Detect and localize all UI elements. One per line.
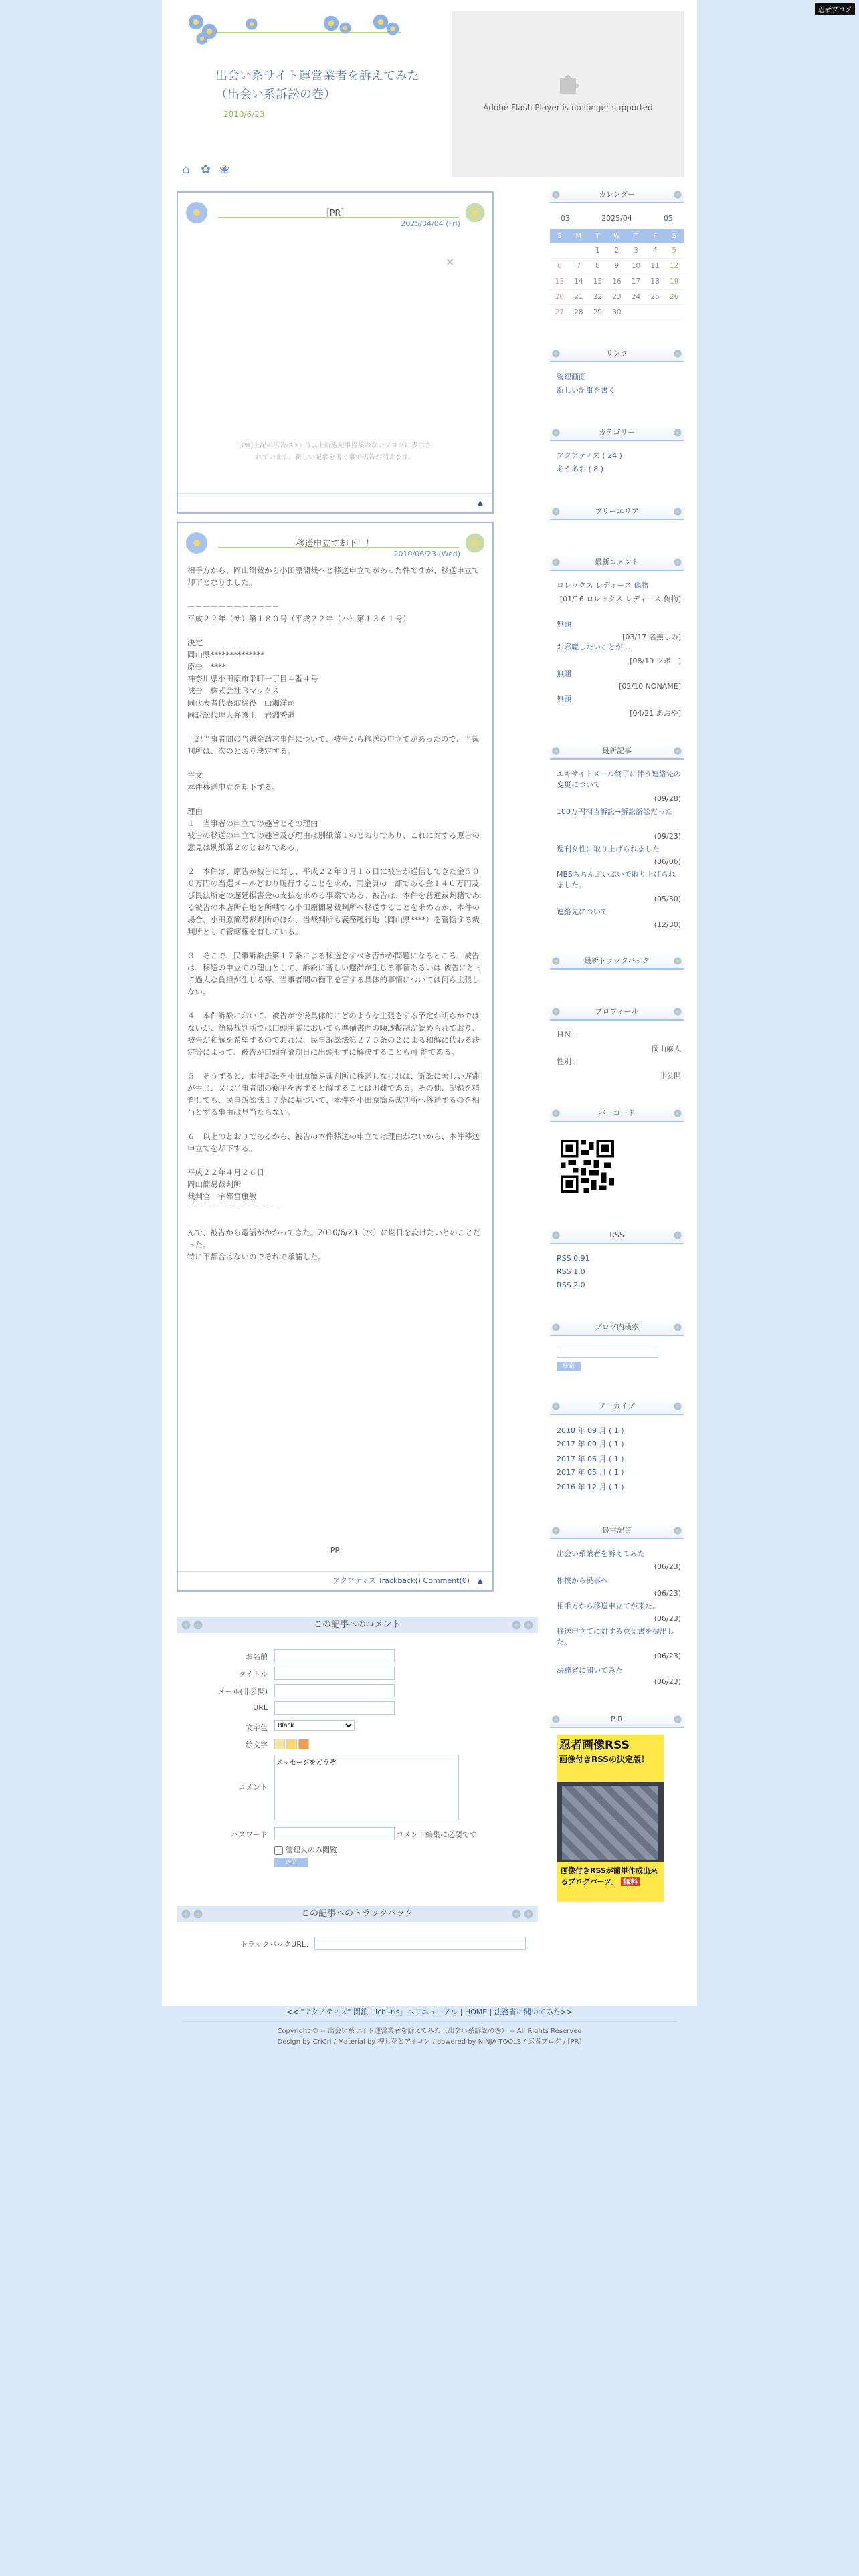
- password-field[interactable]: [274, 1827, 395, 1840]
- email-field-row: メール(非公開): [177, 1684, 538, 1697]
- calendar-day: 14: [569, 274, 589, 290]
- article-paragraph: [187, 1118, 483, 1130]
- calendar-day: 1: [588, 243, 607, 259]
- category-item[interactable]: あうあお ( 8 ): [557, 465, 604, 473]
- calendar-weekday: T: [588, 229, 607, 243]
- recent-post-item[interactable]: エキサイトメール終了に伴う連絡先の変更について: [557, 770, 681, 789]
- article-paragraph: [187, 1154, 483, 1166]
- page-top-arrow-icon[interactable]: ▲: [477, 498, 483, 507]
- archive-heading: アーカイブ: [550, 1399, 684, 1415]
- calendar-next[interactable]: 05: [664, 214, 673, 223]
- barcode-heading: バーコード: [550, 1106, 684, 1122]
- footer-nav[interactable]: << "アクアティズ" 閉鎖「ichi-ris」ヘリニューアル | HOME | 法務省に聞いてみた>>: [286, 2008, 573, 2016]
- calendar-heading: カレンダー: [550, 187, 684, 203]
- archive-item[interactable]: 2017 年 09 月 ( 1 ): [557, 1440, 624, 1448]
- article-paragraph: [187, 1058, 483, 1070]
- article-paragraph: 同訴訟代理人弁護士 岩淵秀道: [187, 710, 295, 720]
- recent-comments-heading: 最新コメント: [550, 555, 684, 571]
- calendar-weekday: T: [626, 229, 646, 243]
- article-paragraph: 被告の移送の申立ての趣旨及び理由は別紙第１のとおりであり、これに対する原告の意見は別紙第２のとおりである。: [187, 831, 480, 852]
- oldest-post-date: (06/23): [654, 1589, 681, 1598]
- article-paragraph: 原告 ****: [187, 662, 226, 671]
- calendar-day: 3: [626, 243, 646, 259]
- article-paragraph: －－－－－－－－－－－－: [187, 602, 280, 611]
- profile-heading: プロフィール: [550, 1004, 684, 1021]
- article-paragraph: ６ 以上のとおりであるから、被告の本件移送の申立ては理由がないから、本件移送申立てを却下する。: [187, 1132, 480, 1153]
- page-top-arrow-icon[interactable]: ▲: [477, 1576, 483, 1585]
- trackback-url-row: トラックバックURL：: [177, 1937, 538, 1950]
- ninja-blog-badge[interactable]: 忍者ブログ: [815, 3, 855, 15]
- calendar-day: 26: [664, 290, 684, 305]
- article-paragraph: 平成２２年（サ）第１８０号（平成２２年（ハ）第１３６１号）: [187, 614, 411, 623]
- recent-comment-meta: [01/16 ロレックス レディース 偽物]: [559, 595, 681, 603]
- recent-comment-item[interactable]: 無題: [557, 620, 571, 629]
- link-admin[interactable]: 管理画面: [557, 372, 586, 381]
- recent-post-item[interactable]: 週刊女性に取り上げられました: [557, 845, 660, 853]
- pr-note: [PR]上記の広告は3ヶ月以上新規記事投稿のないブログに表示さ れています。新しい記事を書く事で広告が消えます。: [239, 442, 432, 461]
- article-paragraph: ３ そこで、民事訴訟法第１７条による移送をすべき否かが問題になるところ、被告は、移送の申立ての理由として、訴訟に著しい遅滞が生じる事情あるいは 被告にとって過大な負担が生じる等、当事者間の衡平を害する具体的事情については何ら主張しない。: [187, 951, 482, 996]
- recent-post-item[interactable]: 連絡先について: [557, 907, 608, 916]
- site-header: [162, 0, 697, 187]
- calendar-weekday: F: [646, 229, 665, 243]
- close-icon[interactable]: ×: [446, 255, 455, 268]
- admin-only-checkbox[interactable]: [274, 1846, 283, 1855]
- profile-hn-value: 岡山麻人: [652, 1045, 681, 1053]
- recent-comment-item[interactable]: ロレックス レディース 偽物: [557, 581, 649, 590]
- article-paragraph: 特に不都合はないのでそれで承諾した。: [187, 1252, 326, 1261]
- calendar-day: 12: [664, 259, 684, 274]
- calendar-day: [626, 305, 646, 320]
- recent-trackbacks-heading: 最新トラックバック: [550, 954, 684, 970]
- design-credits[interactable]: Design by CriCri / Material by 押し花とアイコン / powered by NINJA TOOLS / 忍者ブログ / [PR]: [277, 2038, 582, 2046]
- calendar-day: 17: [626, 274, 646, 290]
- emoji-row: 絵文字: [177, 1737, 538, 1751]
- rss-link[interactable]: RSS 0.91: [557, 1254, 590, 1263]
- calendar-day: 22: [588, 290, 607, 305]
- calendar-day: 28: [569, 305, 589, 320]
- header-nav-icons: [182, 163, 238, 177]
- calendar-day: 5: [664, 243, 684, 259]
- blog-search-input[interactable]: [557, 1346, 658, 1358]
- name-field[interactable]: [274, 1649, 395, 1662]
- url-field-row: URL: [177, 1701, 538, 1715]
- emoji-palette-icon[interactable]: [274, 1739, 285, 1749]
- archive-item[interactable]: 2018 年 09 月 ( 1 ): [557, 1426, 624, 1435]
- article-paragraph: [187, 625, 483, 637]
- recent-posts-heading: 最新記事: [550, 744, 684, 760]
- category-item[interactable]: アクアティズ ( 24 ): [557, 451, 622, 460]
- flash-message: Adobe Flash Player is no longer supported: [483, 103, 653, 112]
- trackback-section-header: この記事へのトラックバック: [177, 1906, 538, 1922]
- oldest-post-item[interactable]: 法務省に聞いてみた: [557, 1666, 623, 1675]
- pr-post: [177, 191, 494, 514]
- article-paragraph: んで、被告から電話がかかってきた。2010/6/23（水）に期日を設けたいとのことだった。: [187, 1228, 481, 1249]
- password-note: コメント編集に必要です: [396, 1830, 477, 1839]
- recent-post-date: (09/28): [654, 794, 681, 803]
- article-title[interactable]: 移送申立て却下！！: [296, 539, 375, 549]
- pr-post-title: ［PR］: [320, 209, 350, 219]
- article-post: [177, 522, 494, 1592]
- calendar-day: 9: [607, 259, 627, 274]
- article-paragraph: ２ 本件は、原告が被告に対し、平成２２年３月１６日に被告が送信してきた金５００万円の当選メールどおり履行することを求め、同金員の一部である金１４０万円及び民法所定の遅延損害金の支払を求める事案である。被告は、本件を普通裁判籍である被告の本店所在地を所轄する小田原簡易裁判所へ移送することを求めるが、本件の場合、小田原簡易裁判所のほか、当裁判所も義務履行地（岡山県****）を管轄する裁判所として管轄権を有している。: [187, 867, 480, 936]
- flash-placeholder: [452, 11, 684, 177]
- pr-post-date: 2025/04/04 (Fri): [401, 219, 460, 228]
- calendar-day: 16: [607, 274, 627, 290]
- submit-comment-button[interactable]: 送信: [274, 1858, 308, 1867]
- oldest-post-item[interactable]: 相手方から移送申立てが来た。: [557, 1602, 660, 1610]
- calendar-table: [550, 229, 684, 320]
- pr-heading: P R: [550, 1712, 684, 1728]
- title-field[interactable]: [274, 1667, 395, 1680]
- oldest-post-date: (06/23): [654, 1652, 681, 1660]
- color-select[interactable]: [274, 1720, 355, 1731]
- calendar-day: 25: [646, 290, 665, 305]
- link-new-post[interactable]: 新しい記事を書く: [557, 386, 615, 395]
- site-date: 2010/6/23: [223, 110, 265, 119]
- emoji-face-icon[interactable]: [286, 1739, 297, 1749]
- article-footer: [178, 1571, 492, 1590]
- calendar-day: 29: [588, 305, 607, 320]
- site-title[interactable]: 出会い系サイト運営業者を訴えてみた（出会い系訴訟の巻）: [215, 69, 419, 102]
- url-field[interactable]: [274, 1701, 395, 1715]
- article-paragraph: 岡山県**************: [187, 650, 264, 659]
- article-paragraph: 裁判官 宇都宮康敏: [187, 1192, 257, 1201]
- calendar-day: 23: [607, 290, 627, 305]
- article-paragraph: [187, 757, 483, 769]
- rss-heading: RSS: [550, 1228, 684, 1244]
- recent-comment-meta: [04/21 あおや]: [630, 709, 681, 718]
- category-heading: カテゴリー: [550, 425, 684, 441]
- free-area-heading: フリーエリア: [550, 504, 684, 520]
- calendar-weekday: W: [607, 229, 627, 243]
- article-body: [178, 560, 492, 1269]
- calendar-day: [664, 305, 684, 320]
- rss-banner-ad[interactable]: 忍者画像RSS 画像付きRSSの決定版！ 画像付きRSSが簡単作成出来るブログパーツ。 無料: [557, 1735, 664, 1902]
- gear-icon[interactable]: ✿: [201, 163, 211, 177]
- article-paragraph: 上記当事者間の当選金請求事件について、被告から移送の申立てがあったので、当裁判所は、次のとおり決定する。: [187, 734, 480, 756]
- calendar-day: 7: [569, 259, 589, 274]
- rss-link[interactable]: RSS 1.0: [557, 1267, 585, 1276]
- article-paragraph: [187, 793, 483, 805]
- calendar-day: 19: [664, 274, 684, 290]
- calendar-day: 15: [588, 274, 607, 290]
- page-container: [162, 0, 697, 2046]
- puzzle-icon: [555, 70, 581, 96]
- settings-icon[interactable]: ❀: [219, 163, 230, 177]
- calendar-day: 30: [607, 305, 627, 320]
- recent-comment-item[interactable]: 無題: [557, 695, 571, 704]
- article-paragraph: 被告 株式会社Ｂマックス: [187, 686, 280, 695]
- calendar-day: 13: [550, 274, 569, 290]
- rss-link[interactable]: RSS 2.0: [557, 1281, 585, 1289]
- calendar-day: 21: [569, 290, 589, 305]
- calendar-day: 4: [646, 243, 665, 259]
- recent-post-date: (09/23): [654, 832, 681, 841]
- article-paragraph: 相手方から、岡山簡裁から小田原簡裁へと移送申立てがあった件ですが、移送申立て却下となりました。: [187, 566, 480, 587]
- calendar-prev[interactable]: 03: [561, 214, 570, 223]
- emoji-pictogram-icon[interactable]: [298, 1739, 309, 1749]
- admin-only-label: 管理人のみ閲覧: [286, 1846, 337, 1854]
- title-field-row: タイトル: [177, 1667, 538, 1680]
- article-date: 2010/06/23 (Wed): [393, 550, 460, 558]
- qr-code: [561, 1140, 614, 1193]
- oldest-post-date: (06/23): [654, 1677, 681, 1686]
- article-paragraph: １ 当事者の申立ての趣旨とその理由: [187, 819, 318, 828]
- article-paragraph: ４ 本件訴訟において、被告が今後具体的にどのような主張をする予定か明らかではないが、簡易裁判所では口頭主張においても準備書面の陳述擬制が認められており、被告が和解を希望するのであれば、民事訴訟法第２７５条の２による和解に代わる決定等によって、被告が口頭弁論期日に出頭せずに解決することも可 能である。: [187, 1011, 480, 1057]
- article-pr[interactable]: PR: [330, 1546, 341, 1555]
- comment-row: コメント メッセージをどうぞ: [177, 1755, 538, 1822]
- color-row: 文字色 Black: [177, 1720, 538, 1733]
- article-paragraph: [187, 588, 483, 601]
- article-paragraph: 主文: [187, 770, 203, 780]
- links-heading: リンク: [550, 346, 684, 362]
- comment-textarea[interactable]: [274, 1755, 459, 1820]
- recent-comment-meta: [03/17 名無しの]: [622, 633, 681, 641]
- password-row: パスワード コメント編集に必要です: [177, 1827, 538, 1840]
- calendar-day: [550, 243, 569, 259]
- recent-comment-meta: [08/19 ツボ ]: [630, 657, 681, 665]
- article-paragraph: [187, 938, 483, 950]
- article-paragraph: 神奈川県小田原市栄町一丁目４番４号: [187, 674, 318, 683]
- recent-post-item[interactable]: MBSちちんぷいぷいで取り上げられました。: [557, 870, 676, 889]
- admin-only-row: [177, 1843, 538, 1856]
- article-footer-links[interactable]: アクアティズ Trackback() Comment(0): [332, 1576, 470, 1585]
- recent-post-date: (06/06): [654, 857, 681, 866]
- oldest-posts-heading: 最古記事: [550, 1523, 684, 1539]
- profile-sex-label: 性別：: [557, 1057, 579, 1066]
- calendar-day: 20: [550, 290, 569, 305]
- article-paragraph: 本件移送申立を却下する。: [187, 782, 280, 792]
- archive-item[interactable]: 2017 年 05 月 ( 1 ): [557, 1468, 624, 1477]
- article-paragraph: [187, 1214, 483, 1226]
- header-flower-decoration: [181, 9, 401, 49]
- comment-section-header: この記事へのコメント: [177, 1617, 538, 1633]
- oldest-post-item[interactable]: 出会い系業者を訴えてみた: [557, 1549, 645, 1558]
- pr-post-footer: [178, 493, 492, 512]
- recent-comment-item[interactable]: お邪魔したいことが…: [557, 643, 630, 651]
- calendar-day: 2: [607, 243, 627, 259]
- profile-hn-label: ＨＮ：: [557, 1031, 579, 1039]
- oldest-post-date: (06/23): [654, 1562, 681, 1571]
- calendar-month: 2025/04: [601, 214, 632, 223]
- calendar-day: 11: [646, 259, 665, 274]
- calendar-weekday: S: [664, 229, 684, 243]
- calendar-day: [646, 305, 665, 320]
- article-paragraph: ５ そうすると、本件訴訟を小田原簡易裁判所に移送しなければ、訴訟に著しい遅滞が生じ、又は当事者間の衡平を害すると解することは困難である。その他、記録を精査しても、民事訴訟法１７条に基づいて、本件を小田原簡易裁判所へ移送するのを相当とする事由は見当たらない。: [187, 1071, 480, 1117]
- recent-comment-meta: [02/10 NONAME]: [619, 682, 681, 691]
- calendar-day: 8: [588, 259, 607, 274]
- calendar-day: 10: [626, 259, 646, 274]
- recent-comment-item[interactable]: 無題: [557, 669, 571, 678]
- article-paragraph: [187, 853, 483, 865]
- calendar-day: 24: [626, 290, 646, 305]
- article-paragraph: 理由: [187, 807, 203, 816]
- calendar-day: 18: [646, 274, 665, 290]
- article-paragraph: [187, 998, 483, 1010]
- email-field[interactable]: [274, 1684, 395, 1697]
- copyright: Copyright © -- 出会い系サイト運営業者を訴えてみた（出会い系訴訟の巻） -- All Rights Reserved: [277, 2028, 582, 2035]
- name-field-row: お名前: [177, 1649, 538, 1662]
- oldest-post-date: (06/23): [654, 1614, 681, 1623]
- article-paragraph: －－－－－－－－－－－－: [187, 1204, 280, 1213]
- blog-search-button[interactable]: 検索: [557, 1362, 581, 1371]
- oldest-post-item[interactable]: 移送申立てに対する意見書を提出した。: [557, 1627, 674, 1646]
- blog-search-heading: ブログ内検索: [550, 1320, 684, 1336]
- article-paragraph: [187, 721, 483, 733]
- article-paragraph: 決定: [187, 638, 203, 647]
- article-paragraph: 平成２２年４月２６日: [187, 1168, 264, 1177]
- home-icon[interactable]: ⌂: [182, 163, 190, 177]
- calendar-weekday: M: [569, 229, 589, 243]
- recent-post-date: (05/30): [654, 895, 681, 903]
- article-paragraph: 同代表者代表取締役 山瀬洋司: [187, 698, 295, 708]
- calendar-day: 6: [550, 259, 569, 274]
- calendar-day: 27: [550, 305, 569, 320]
- recent-post-date: (12/30): [654, 920, 681, 929]
- archive-item[interactable]: 2017 年 06 月 ( 1 ): [557, 1455, 624, 1463]
- article-paragraph: 岡山簡易裁判所: [187, 1180, 242, 1189]
- calendar-day: [569, 243, 589, 259]
- recent-post-item[interactable]: 100万円相当訴訟→訴訟訴訟だった: [557, 807, 673, 816]
- calendar-weekday: S: [550, 229, 569, 243]
- oldest-post-item[interactable]: 相撲から民事へ: [557, 1576, 608, 1585]
- archive-item[interactable]: 2016 年 12 月 ( 1 ): [557, 1483, 624, 1491]
- trackback-url-field[interactable]: [314, 1937, 526, 1950]
- profile-sex-value: 非公開: [659, 1071, 681, 1080]
